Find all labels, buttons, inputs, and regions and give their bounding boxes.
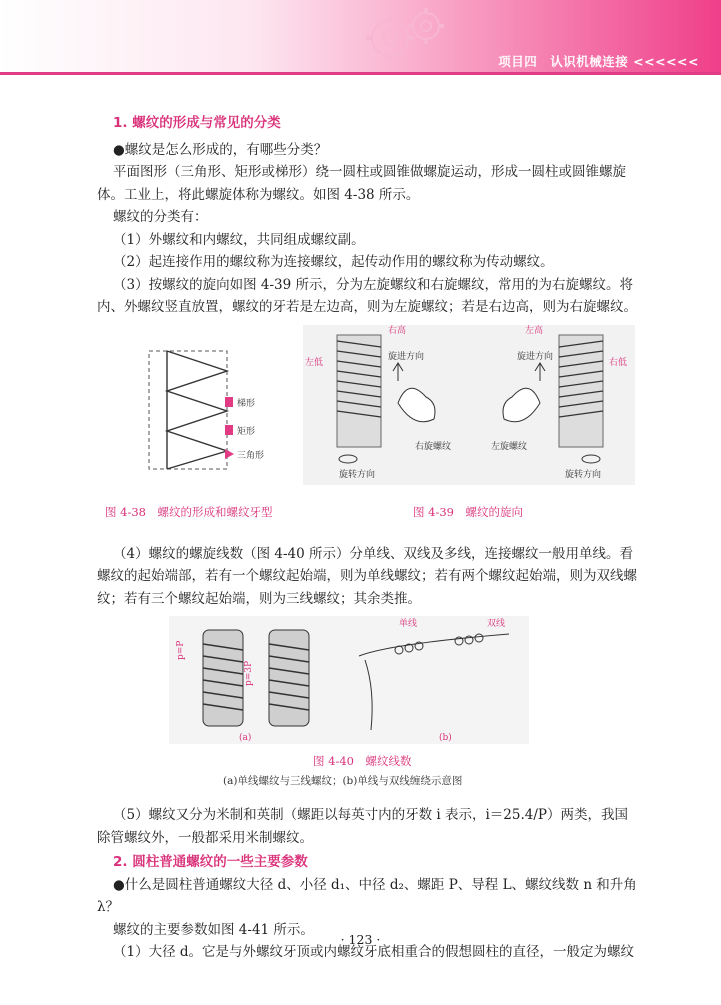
question-2: ●什么是圆柱普通螺纹大径 d、小径 d₁、中径 d₂、螺距 P、导程 L、螺纹线数 n 和升角λ？ <box>97 876 637 915</box>
figure-caption-40: 图 4-40 螺纹线数 <box>313 754 412 768</box>
section-heading-1: 1. 螺纹的形成与常见的分类 <box>113 115 281 131</box>
item-4: （4）螺纹的螺旋线数（图 4-40 所示）分单线、双线及多线，连接螺纹一般用单线。看螺纹的起始端部，若有一个螺纹起始端，则为单线螺纹；若有两个螺纹起始端，则为双线螺纹；若有三个螺纹起始端，则为三线螺纹；其余类推。 <box>97 545 637 607</box>
paragraph-formation: 平面图形（三角形、矩形或梯形）绕一圆柱或圆锥做螺旋运动，形成一圆柱或圆锥螺旋体。工业上，将此螺旋体称为螺纹。如图 4-38 所示。 <box>97 164 626 203</box>
thread-formation-figure <box>137 337 277 487</box>
page-number: · 123 · <box>340 932 381 947</box>
label-right-low: 右低 <box>609 357 628 368</box>
label-screw-in-direction-left: 旋进方向 <box>388 351 425 362</box>
param-item-1: （1）大径 d。它是与外螺纹牙顶或内螺纹牙底相重合的假想圆柱的直径，一般定为螺纹 <box>113 944 635 960</box>
item-5: （5）螺纹又分为米制和英制（螺距以每英寸内的牙数 i 表示，i＝25.4/P）两类，我国除管螺纹外，一般都采用米制螺纹。 <box>97 807 628 846</box>
figure-40 <box>113 610 641 788</box>
subfigure-a-label: (a) <box>239 733 252 743</box>
figure-row-38-39 <box>105 325 641 525</box>
subfigure-b-label: (b) <box>439 733 452 743</box>
figure-caption-39: 图 4-39 螺纹的旋向 <box>413 504 523 519</box>
item-2: （2）起连接作用的螺纹称为连接螺纹，起传动作用的螺纹称为传动螺纹。 <box>113 254 554 270</box>
paragraph-classes: 螺纹的分类有： <box>113 209 208 225</box>
label-rotation-left: 旋转方向 <box>339 469 376 480</box>
item-3: （3）按螺纹的旋向如图 4-39 所示，分为左旋螺纹和右旋螺纹，常用的为右旋螺纹。将内、外螺纹竖直放置，螺纹的牙若是左边高，则为左旋螺纹；若是右边高，则为右旋螺纹。 <box>97 276 637 315</box>
rectangle-label: 矩形 <box>237 426 256 437</box>
item-1: （1）外螺纹和内螺纹，共同组成螺纹副。 <box>113 231 365 248</box>
figure-caption-38: 图 4-38 螺纹的形成和螺纹牙型 <box>105 504 273 519</box>
gear-icon <box>348 2 458 70</box>
label-left-hand-thread: 左旋螺纹 <box>491 441 528 452</box>
label-left-low: 左低 <box>305 357 324 368</box>
paragraph-params: 螺纹的主要参数如图 4-41 所示。 <box>113 921 314 938</box>
question-1: ●螺纹是怎么形成的，有哪些分类？ <box>113 141 328 158</box>
trapezoid-label: 梯形 <box>237 398 256 409</box>
thread-direction-figure <box>303 325 635 485</box>
double-thread-label: 双线 <box>487 619 506 629</box>
label-screw-in-direction-right: 旋进方向 <box>517 351 554 362</box>
page-content <box>97 112 641 964</box>
section-heading-2: 2. 圆柱普通螺纹的一些主要参数 <box>113 854 308 870</box>
label-right-hand-thread: 右旋螺纹 <box>415 441 452 452</box>
header-rule <box>0 72 721 75</box>
pitch-label-single: p=P <box>176 640 186 660</box>
single-thread-label: 单线 <box>399 619 418 629</box>
pitch-label-triple: p=3P <box>244 660 254 686</box>
triangle-label: 三角形 <box>237 450 265 461</box>
label-left-high: 左高 <box>525 325 544 336</box>
label-right-high: 右高 <box>388 325 407 336</box>
chapter-title: 项目四 认识机械连接 <<<<<< <box>498 54 699 69</box>
figure-subcaption-40: (a)单线螺纹与三线螺纹；(b)单线与双线缠绕示意图 <box>223 775 463 787</box>
label-rotation-right: 旋转方向 <box>565 469 602 480</box>
thread-starts-figure <box>169 616 529 744</box>
